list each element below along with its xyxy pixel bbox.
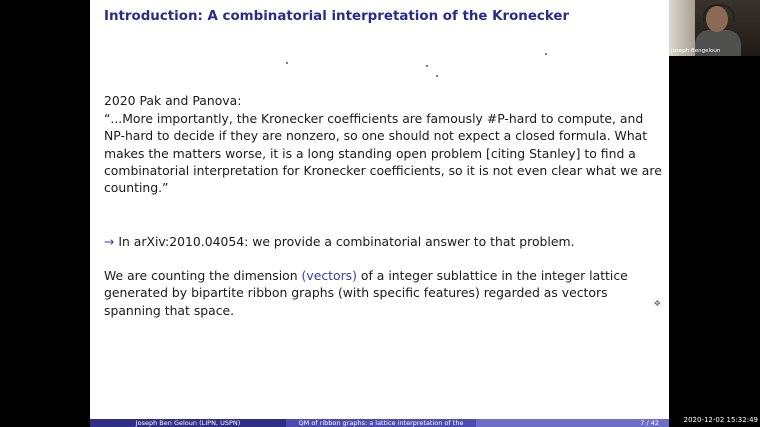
counting-paragraph <box>104 267 664 319</box>
quote-attribution: 2020 Pak and Panova: <box>104 93 242 108</box>
right-arrow-icon: → <box>104 234 115 249</box>
paragraph-text-start: We are counting the dimension <box>104 268 302 283</box>
left-letterbox <box>0 0 90 427</box>
footer-talk-title: QM of ribbon graphs: a lattice interpretation of the <box>286 419 476 427</box>
recording-timestamp: 2020-12-02 15:32:49 <box>683 416 758 424</box>
mouse-cursor-icon: ✥ <box>654 299 661 308</box>
slide-speck <box>426 65 428 67</box>
right-letterbox <box>669 0 760 427</box>
presentation-slide <box>90 0 669 427</box>
footer-page-number: 7 / 42 <box>476 419 669 427</box>
slide-speck <box>545 53 547 55</box>
paragraph-text-end: of a integer sublattice in the integer lattice generated by bipartite ribbon graphs (with specific features) regarded as vectors spanning that space. <box>104 268 628 318</box>
slide-title: Introduction: A combinatorial interpretation of the Kronecker <box>104 9 570 24</box>
slide-speck <box>436 75 438 77</box>
arxiv-line <box>104 233 664 250</box>
vectors-highlight: (vectors) <box>301 268 357 283</box>
arxiv-text: In arXiv:2010.04054: we provide a combinatorial answer to that problem. <box>114 234 575 249</box>
quote-text: “...More importantly, the Kronecker coefficients are famously #P-hard to compute, and NP-hard to decide if they are nonzero, so one should not expect a closed formula. What makes the matters worse, it is a long standing open problem [citing Stanley] to find a combinatorial interpretation for Kronecker coefficients, so it is not even clear what we are counting.” <box>104 111 662 196</box>
slide-speck <box>286 62 288 64</box>
footer-author: Joseph Ben Geloun (LIPN, USPN) <box>90 419 286 427</box>
webcam-speaker-name: Joseph Bengeloun <box>671 48 721 54</box>
headset-icon <box>703 4 735 22</box>
webcam-thumbnail[interactable] <box>669 0 760 56</box>
beamer-footer <box>90 419 669 427</box>
